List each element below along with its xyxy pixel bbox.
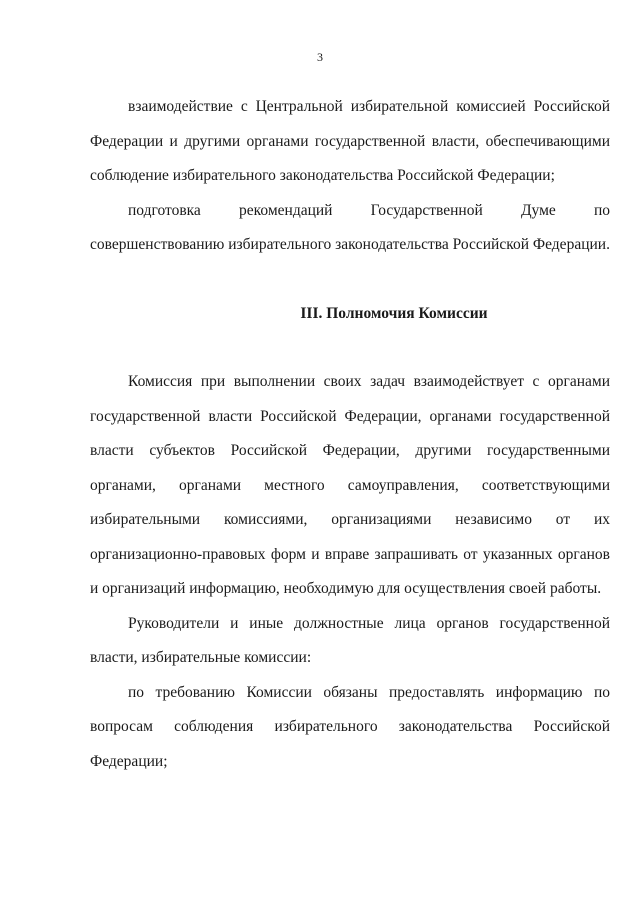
paragraph-officials: Руководители и иные должностные лица органов государственной власти, избирательные комиссии: [90,614,610,666]
page-number: 3 [317,50,323,64]
section-heading: III. Полномочия Комиссии [300,304,488,322]
paragraph-interaction-cec: взаимодействие с Центральной избирательной комиссией Российской Федерации и другими органами государственной власти, обеспечивающими соблюдение избирательного законодательства Российской Федерации; [90,98,610,184]
paragraph-provide-information: по требованию Комиссии обязаны предоставлять информацию по вопросам соблюдения избирательного законодательства Российской Федерации; [90,683,610,770]
paragraph-commission-interaction: Комиссия при выполнении своих задач взаимодействует с органами государственной власти Российской Федерации, органами государственной власти субъектов Российской Федерации, другими государственными органами, органами местного самоуправления, соответствующими избирательными комиссиями, организациями независимо от их организационно-правовых форм и вправе запрашивать от указанных органов и организаций информацию, необходимую для осуществления своей работы. [90,373,610,597]
document-body [90,90,610,779]
paragraph-recommendations-duma: подготовка рекомендаций Государственной Думе по совершенствованию избирательного законодательства Российской Федерации. [90,201,610,253]
